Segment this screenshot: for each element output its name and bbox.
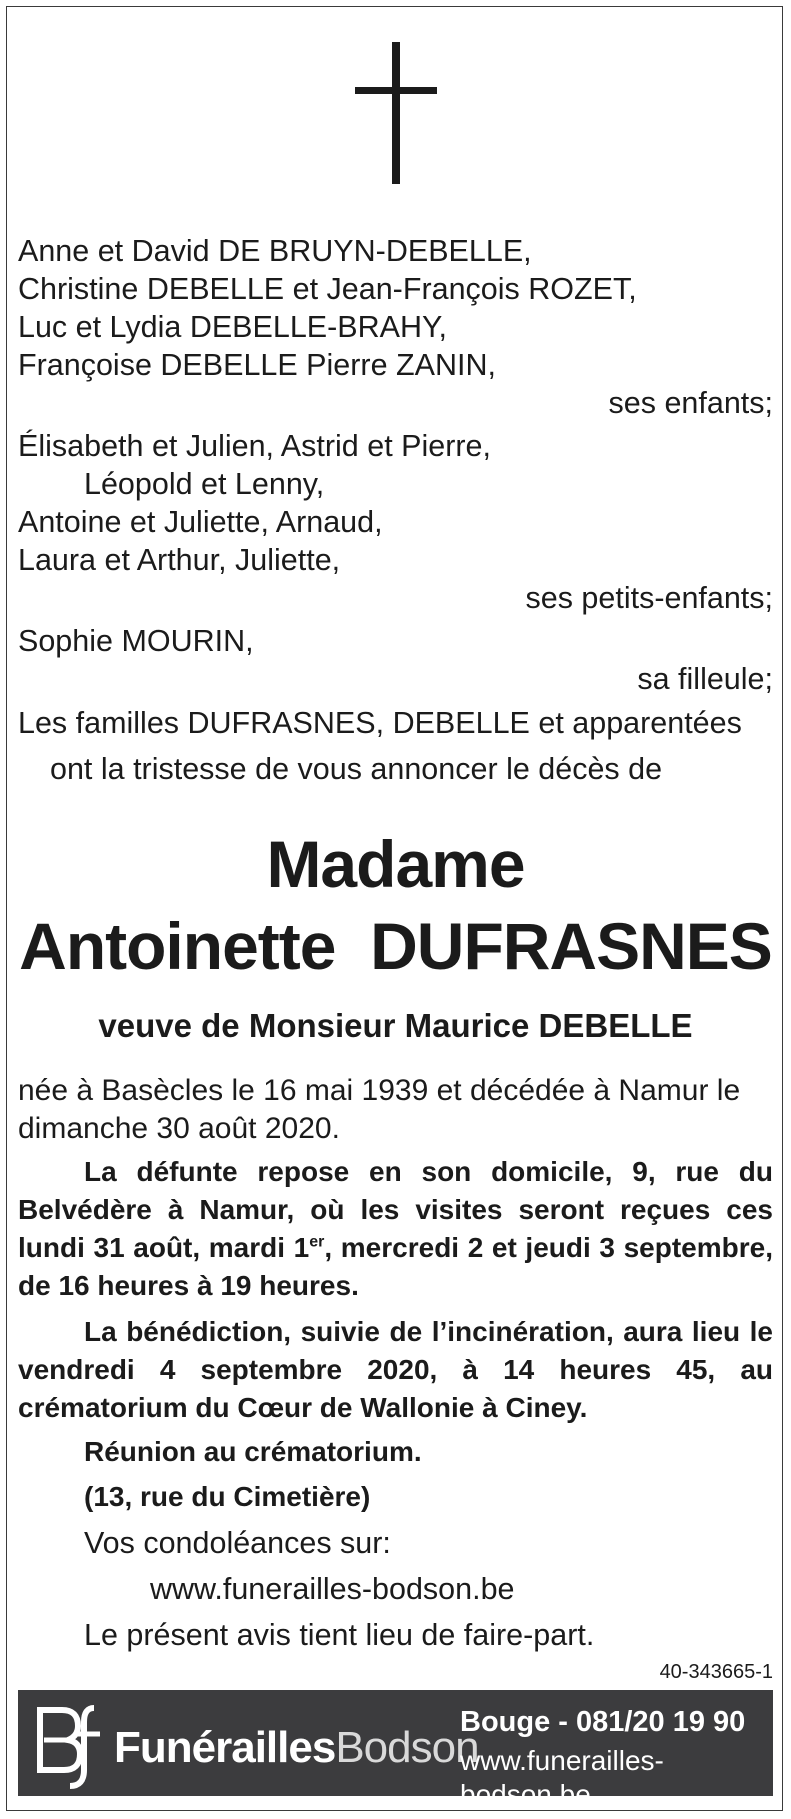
bodson-logo-icon	[30, 1700, 110, 1792]
grandchild-line: Laura et Arthur, Juliette,	[18, 543, 341, 577]
birth-death: née à Basècles le 16 mai 1939 et décédée à Namur le dimanche 30 août 2020.	[18, 1074, 741, 1145]
grandchild-line: Élisabeth et Julien, Astrid et Pierre,	[18, 429, 491, 463]
children-role: ses enfants;	[608, 386, 773, 420]
notice-line: Le présent avis tient lieu de faire-part.	[84, 1618, 595, 1652]
footer-website[interactable]: www.funerailles-bodson.be	[460, 1745, 664, 1810]
child-line: Françoise DEBELLE Pierre ZANIN,	[18, 348, 496, 382]
goddaughter-line: Sophie MOURIN,	[18, 624, 254, 658]
condolences-website[interactable]: www.funerailles-bodson.be	[150, 1572, 515, 1606]
brand-name: FunéraillesBodson	[114, 1723, 479, 1772]
goddaughter-role: sa filleule;	[637, 662, 773, 696]
child-line: Christine DEBELLE et Jean-François ROZET,	[18, 272, 637, 306]
ceremony-paragraph: La bénédiction, suivie de l’incinération, aura lieu le vendredi 4 septembre 2020, à 14 heures 45, au crématorium du Cœur de Wallonie à Ciney.	[18, 1316, 773, 1423]
address-line: (13, rue du Cimetière)	[84, 1481, 371, 1512]
grandchild-line: Léopold et Lenny,	[84, 467, 325, 501]
announce-line: ont la tristesse de vous annoncer le décès de	[50, 752, 663, 786]
child-line: Anne et David DE BRUYN-DEBELLE,	[18, 234, 532, 268]
child-line: Luc et Lydia DEBELLE-BRAHY,	[18, 310, 447, 344]
reference-number: 40-343665-1	[659, 1661, 773, 1683]
grandchild-line: Antoine et Juliette, Arnaud,	[18, 505, 383, 539]
phone-line: Bouge - 081/20 19 90	[460, 1706, 746, 1738]
deceased-name: Antoinette DUFRASNES	[19, 909, 772, 983]
deceased-title: Madame	[266, 827, 525, 901]
condolences-line: Vos condoléances sur:	[84, 1526, 391, 1560]
families-line: Les familles DUFRASNES, DEBELLE et apparentées	[18, 706, 742, 740]
grandchildren-role: ses petits-enfants;	[525, 581, 773, 615]
cross-icon	[355, 42, 437, 184]
widow-line: veuve de Monsieur Maurice DEBELLE	[98, 1007, 693, 1044]
rest-paragraph: La défunte repose en son domicile, 9, rue du Belvédère à Namur, où les visites seront reçues ces lundi 31 août, mardi 1er, mercredi 2 et jeudi 3 septembre, de 16 heures à 19 heures.	[18, 1156, 773, 1301]
reunion-line: Réunion au crématorium.	[84, 1436, 422, 1467]
funeral-home-banner	[18, 1690, 773, 1810]
